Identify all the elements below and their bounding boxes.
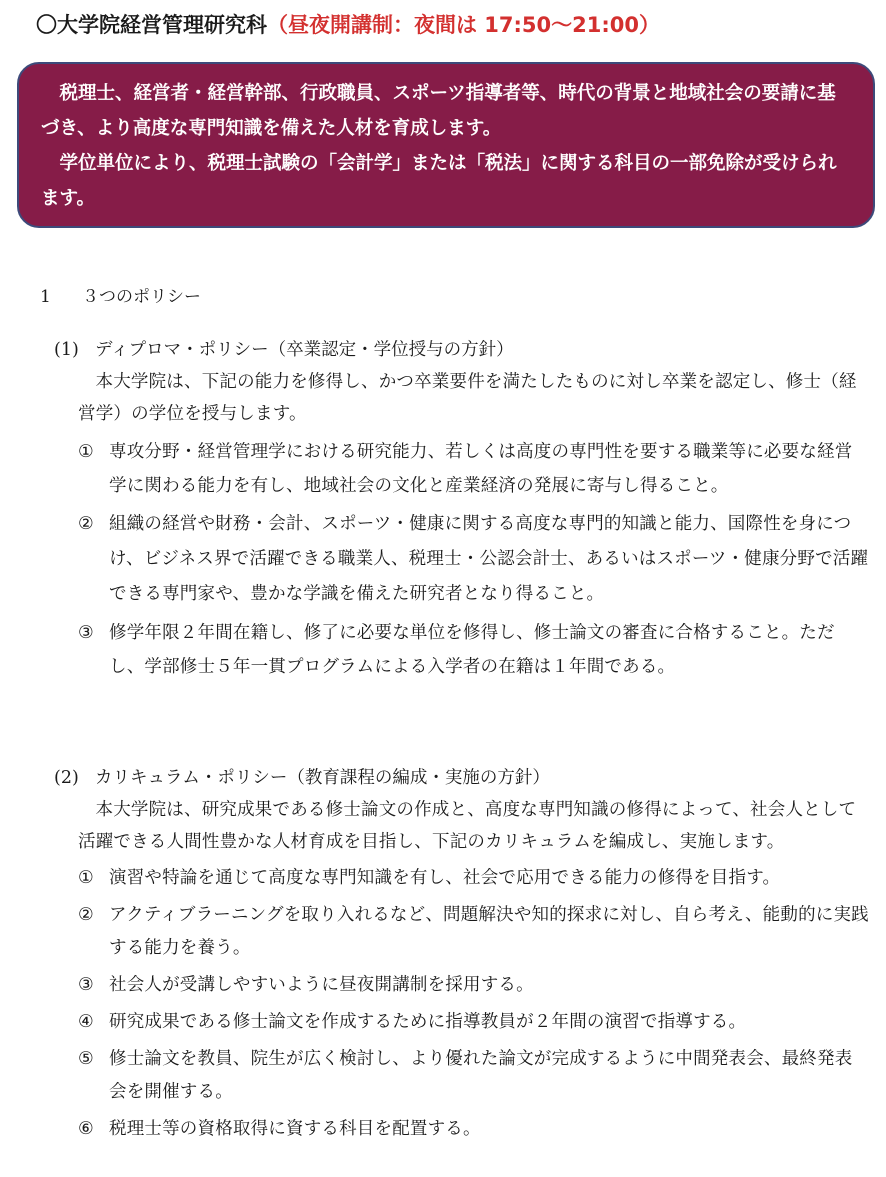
curriculum-policy <box>54 762 869 1146</box>
policy-number: (1) <box>54 340 79 360</box>
item-marker: ① <box>78 442 94 462</box>
policy-title: カリキュラム・ポリシー（教育課程の編成・実施の方針） <box>95 768 550 788</box>
list-item <box>54 899 869 965</box>
item-text: 税理士等の資格取得に資する科目を配置する。 <box>109 1119 481 1139</box>
list-item <box>54 969 869 1002</box>
list-item <box>54 1113 869 1146</box>
list-item <box>54 435 869 503</box>
list-item <box>54 862 869 895</box>
list-item <box>54 616 869 684</box>
item-marker: ② <box>78 905 94 925</box>
policy-number: (2) <box>54 768 79 788</box>
intro-paragraph: 学位単位により、税理士試験の「会計学」または「税法」に関する科目の一部免除が受けられます。 <box>41 153 837 209</box>
item-text: 修学年限２年間在籍し、修了に必要な単位を修得し、修士論文の審査に合格すること。ただし、学部修士５年一貫プログラムによる入学者の在籍は１年間である。 <box>109 623 835 677</box>
diploma-policy <box>54 334 869 684</box>
item-marker: ④ <box>78 1012 94 1032</box>
schedule-note: （昼夜開講制：夜間は 17:50～21:00） <box>267 13 661 37</box>
section-number: 1 <box>40 287 51 307</box>
policy-heading <box>54 334 869 366</box>
item-marker: ③ <box>78 975 94 995</box>
page-header <box>36 10 660 40</box>
item-text: 社会人が受講しやすいように昼夜開講制を採用する。 <box>109 975 534 995</box>
item-marker: ⑤ <box>78 1049 94 1069</box>
intro-paragraph: 税理士、経営者・経営幹部、行政職員、スポーツ指導者等、時代の背景と地域社会の要請に基づき、より高度な専門知識を備えた人材を育成します。 <box>41 83 836 139</box>
policy-lead: 本大学院は、研究成果である修士論文の作成と、高度な専門知識の修得によって、社会人として活躍できる人間性豊かな人材育成を目指し、下記のカリキュラムを編成し、実施します。 <box>78 800 857 852</box>
policy-lead: 本大学院は、下記の能力を修得し、かつ卒業要件を満たしたものに対し卒業を認定し、修士（経営学）の学位を授与します。 <box>78 372 857 424</box>
section-title: ３つのポリシー <box>82 287 201 307</box>
list-item <box>54 507 869 612</box>
policy-items <box>54 435 869 684</box>
section-heading <box>40 284 201 310</box>
list-item <box>54 1043 869 1109</box>
item-text: 修士論文を教員、院生が広く検討し、より優れた論文が完成するように中間発表会、最終発表会を開催する。 <box>109 1049 853 1102</box>
policy-heading <box>54 762 869 794</box>
item-marker: ⑥ <box>78 1119 94 1139</box>
policy-items <box>54 862 869 1146</box>
item-marker: ① <box>78 868 94 888</box>
item-text: 組織の経営や財務・会計、スポーツ・健康に関する高度な専門的知識と能力、国際性を身につけ、ビジネス界で活躍できる職業人、税理士・公認会計士、あるいはスポーツ・健康分野で活躍できる専門家や、豊かな学識を備えた研究者となり得ること。 <box>109 514 869 604</box>
item-marker: ③ <box>78 623 94 643</box>
intro-box <box>17 62 875 228</box>
policy-title: ディプロマ・ポリシー（卒業認定・学位授与の方針） <box>95 340 514 360</box>
item-text: アクティブラーニングを取り入れるなど、問題解決や知的探求に対し、自ら考え、能動的に実践する能力を養う。 <box>109 905 869 958</box>
item-text: 研究成果である修士論文を作成するために指導教員が２年間の演習で指導する。 <box>109 1012 747 1032</box>
item-text: 演習や特論を通じて高度な専門知識を有し、社会で応用できる能力の修得を目指す。 <box>109 868 781 888</box>
item-text: 専攻分野・経営管理学における研究能力、若しくは高度の専門性を要する職業等に必要な経営学に関わる能力を有し、地域社会の文化と産業経済の発展に寄与し得ること。 <box>109 442 853 496</box>
list-item <box>54 1006 869 1039</box>
page-title: 〇大学院経営管理研究科 <box>36 13 267 37</box>
item-marker: ② <box>78 514 94 534</box>
